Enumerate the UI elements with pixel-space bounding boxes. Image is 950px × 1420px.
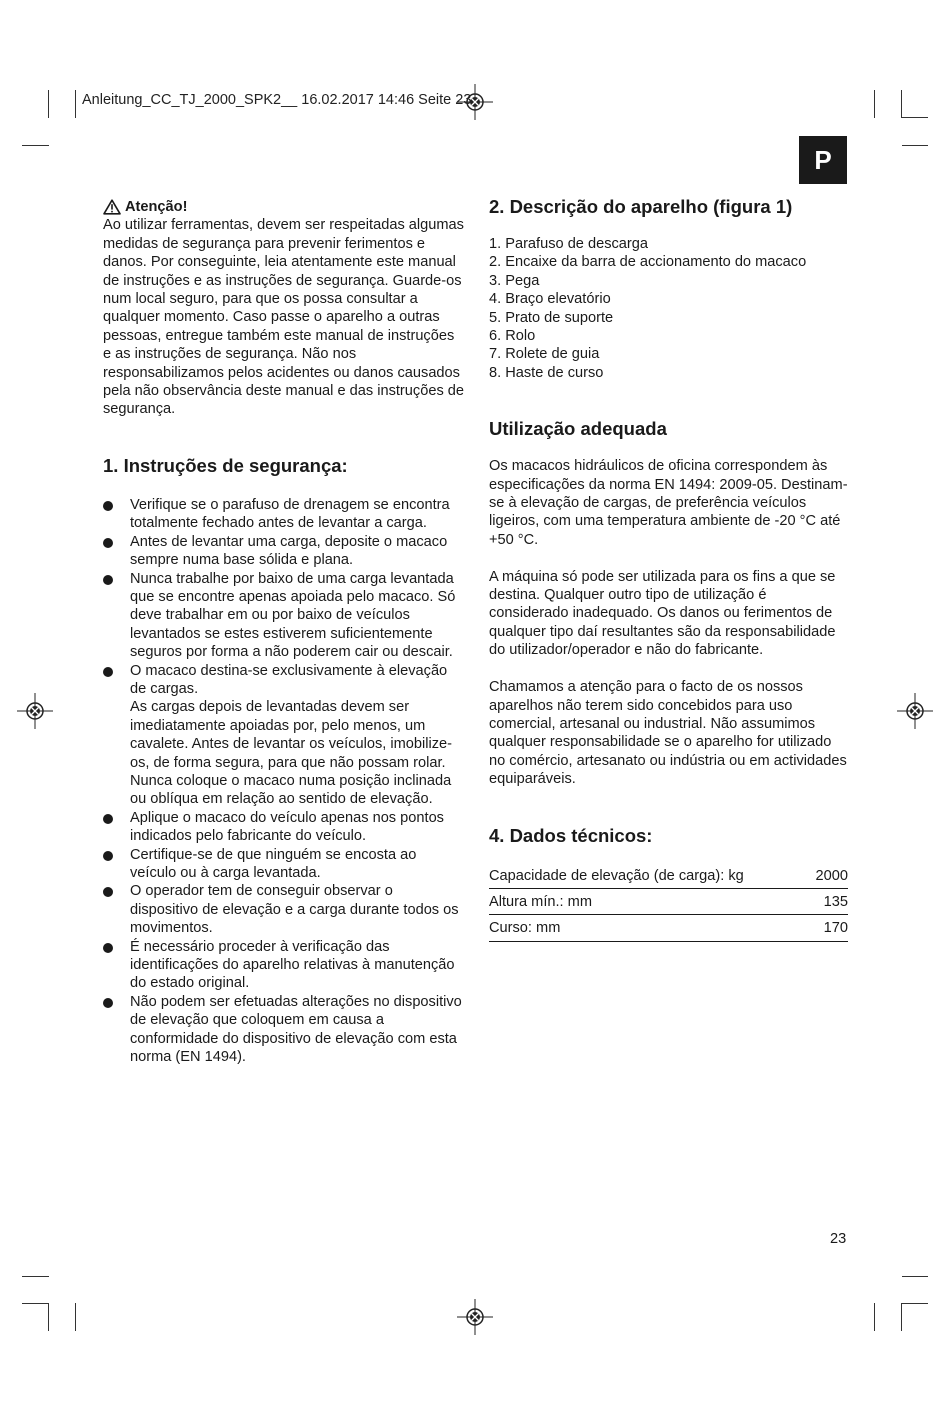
warning-title-text: Atenção! (125, 199, 188, 215)
safety-heading: 1. Instruções de segurança: (103, 454, 348, 476)
list-item (103, 809, 465, 846)
page-number: 23 (830, 1231, 847, 1247)
list-item: 6. Rolo (489, 328, 536, 345)
tech-value: 135 (807, 888, 848, 914)
tech-heading: 4. Dados técnicos: (489, 824, 653, 846)
crop-mark (901, 1303, 928, 1304)
bullet-icon (103, 501, 113, 511)
crop-mark (22, 145, 49, 146)
tech-label: Curso: mm (489, 915, 807, 941)
right-column (489, 196, 849, 942)
bullet-icon (103, 998, 113, 1008)
crop-mark (874, 1303, 875, 1331)
list-item (103, 846, 465, 883)
crop-mark (75, 90, 76, 118)
list-item-text: Verifique se o parafuso de drenagem se encontra totalmente fechado antes de levantar a carga. (130, 496, 450, 532)
intended-use-paragraph: Os macacos hidráulicos de oficina correspondem às especificações da norma EN 1494: 2009-05. Destinam-se à elevação de cargas, de preferência veículos ligeiros, com uma temperatura ambiente de -20 °C até +50 °C. (489, 458, 848, 548)
table-row (489, 865, 848, 889)
bullet-icon (103, 538, 113, 548)
list-item-text: Aplique o macaco do veículo apenas nos pontos indicados pelo fabricante do veículo. (130, 809, 444, 845)
crop-mark (874, 90, 875, 118)
left-column (103, 198, 465, 1066)
list-item (103, 496, 465, 533)
list-item-text: Nunca trabalhe por baixo de uma carga levantada que se encontre apenas apoiada pelo macaco. Só deve trabalhar em ou por baixo de veículos levantados se estes estiverem suficientemente seguros por forma a não poderem cair ou descair. (130, 570, 456, 661)
list-item: 8. Haste de curso (489, 364, 604, 381)
list-item-text: O operador tem de conseguir observar o dispositivo de elevação e a carga durante todos os movimentos. (130, 883, 459, 937)
registration-mark-icon (895, 691, 935, 731)
bullet-icon (103, 667, 113, 677)
list-item (103, 882, 465, 937)
warning-text: Ao utilizar ferramentas, devem ser respeitadas algumas medidas de segurança para prevenir ferimentos e danos. Por conseguinte, leia atentamente este manual de instruções e as instruções de segurança. Guarde-os num local seguro, para que os possa consultar a qualquer momento. Caso passe o aparelho a outras pessoas, entregue também este manual de instruções e as instruções de segurança. Não nos responsabilizamos pelos acidentes ou danos causados pela não observância deste manual e das instruções de segurança. (103, 217, 465, 418)
crop-mark (902, 117, 928, 118)
registration-mark-icon (15, 691, 55, 731)
list-item-continuation: As cargas depois de levantadas devem ser imediatamente apoiadas por, pelo menos, um cavalete. Antes de levantar os veículos, imobilize-os, de forma segura, para que não possam rolar. Nunca coloque o macaco numa posição inclinada ou oblíqua em relação ao sentido de elevação. (130, 699, 453, 808)
warning-title (103, 198, 465, 216)
list-item (103, 662, 465, 809)
list-item: 2. Encaixe da barra de accionamento do macaco (489, 254, 807, 271)
crop-mark (75, 1303, 76, 1331)
list-item: 7. Rolete de guia (489, 346, 600, 363)
list-item: 3. Pega (489, 272, 540, 289)
warning-triangle-icon (103, 199, 121, 215)
intended-use-paragraph: Chamamos a atenção para o facto de os nossos aparelhos não terem sido concebidos para uso comercial, artesanal ou industrial. Não assumimos qualquer responsabilidade se o aparelho for utilizado no comércio, artesanato ou indústria ou em actividades equiparáveis. (489, 679, 847, 788)
list-item-text: Antes de levantar uma carga, deposite o macaco sempre numa base sólida e plana. (130, 533, 448, 569)
safety-list (103, 496, 465, 1067)
bullet-icon (103, 575, 113, 585)
intended-use-paragraph: A máquina só pode ser utilizada para os fins a que se destina. Qualquer outro tipo de utilização é considerado inadequado. Os danos ou ferimentos de qualquer tipo daí resultantes são da responsabilidade do utilizador/operador e não do fabricante. (489, 568, 836, 659)
crop-mark (48, 1303, 49, 1331)
parts-list (489, 235, 849, 382)
table-row (489, 915, 848, 941)
crop-mark (902, 1276, 928, 1277)
crop-mark (22, 1303, 49, 1304)
crop-mark (48, 90, 49, 118)
tech-label: Altura mín.: mm (489, 888, 807, 914)
list-item-text: Certifique-se de que ninguém se encosta ao veículo ou à carga levantada. (130, 846, 417, 881)
tech-value: 2000 (807, 865, 848, 889)
list-item (103, 938, 465, 993)
list-item: 5. Prato de suporte (489, 309, 614, 326)
description-heading: 2. Descrição do aparelho (figura 1) (489, 196, 793, 217)
crop-mark (901, 1303, 902, 1331)
bullet-icon (103, 814, 113, 824)
crop-mark (901, 90, 902, 118)
list-item-text: É necessário proceder à verificação das identificações do aparelho relativas à manutenção do estado original. (130, 938, 455, 992)
list-item (103, 570, 465, 662)
bullet-icon (103, 851, 113, 861)
list-item (103, 993, 465, 1067)
print-slug: Anleitung_CC_TJ_2000_SPK2__ 16.02.2017 14:46 Seite 23 (82, 92, 472, 108)
bullet-icon (103, 943, 113, 953)
list-item-text: Não podem ser efetuadas alterações no dispositivo de elevação que coloquem em causa a conformidade do dispositivo de elevação com esta norma (EN 1494). (130, 993, 462, 1066)
bullet-icon (103, 887, 113, 897)
crop-mark (22, 1276, 49, 1277)
crop-mark (902, 145, 928, 146)
language-tab: P (799, 136, 847, 184)
tech-table (489, 865, 848, 942)
intended-use-heading: Utilização adequada (489, 418, 667, 440)
list-item (103, 533, 465, 570)
table-row (489, 888, 848, 914)
list-item: 1. Parafuso de descarga (489, 236, 649, 252)
list-item-text: O macaco destina-se exclusivamente à elevação de cargas. (130, 662, 448, 697)
registration-mark-icon (455, 1297, 495, 1337)
tech-value: 170 (807, 915, 848, 941)
list-item: 4. Braço elevatório (489, 291, 611, 308)
tech-label: Capacidade de elevação (de carga): kg (489, 865, 807, 889)
